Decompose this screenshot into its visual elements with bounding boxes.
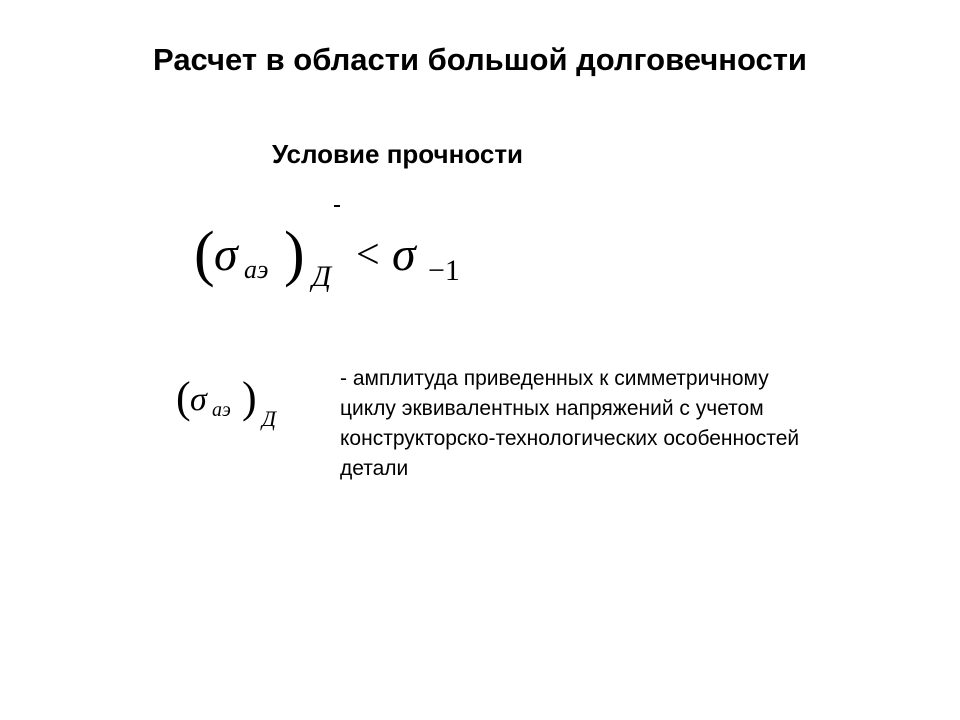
formula-sigma-subscript: аэ bbox=[244, 255, 269, 284]
section-subtitle: Условие прочности bbox=[272, 139, 524, 169]
slide-title: Расчет в области большой долговечности bbox=[153, 42, 807, 77]
formula-right-paren: ) bbox=[284, 220, 305, 288]
formula-rhs-subscript: −1 bbox=[428, 254, 460, 287]
formula-sigma: σ bbox=[214, 228, 238, 281]
term-right-paren: ) bbox=[242, 373, 257, 422]
term-formula bbox=[170, 364, 320, 444]
term-description: - амплитуда приведенных к симметричному циклу эквивалентных напряжений с учетом конструкторско-технологических особенностей детали bbox=[340, 367, 800, 480]
strength-condition-formula bbox=[194, 196, 494, 306]
formula-rhs-sigma: σ bbox=[392, 228, 416, 281]
term-outer-subscript: Д bbox=[262, 406, 276, 431]
term-sigma: σ bbox=[190, 381, 207, 418]
formula-relation: < bbox=[356, 232, 380, 278]
formula-outer-subscript: Д bbox=[312, 260, 332, 293]
term-left-paren: ( bbox=[176, 373, 191, 422]
formula-left-paren: ( bbox=[194, 220, 215, 288]
term-sigma-subscript: аэ bbox=[212, 399, 231, 421]
